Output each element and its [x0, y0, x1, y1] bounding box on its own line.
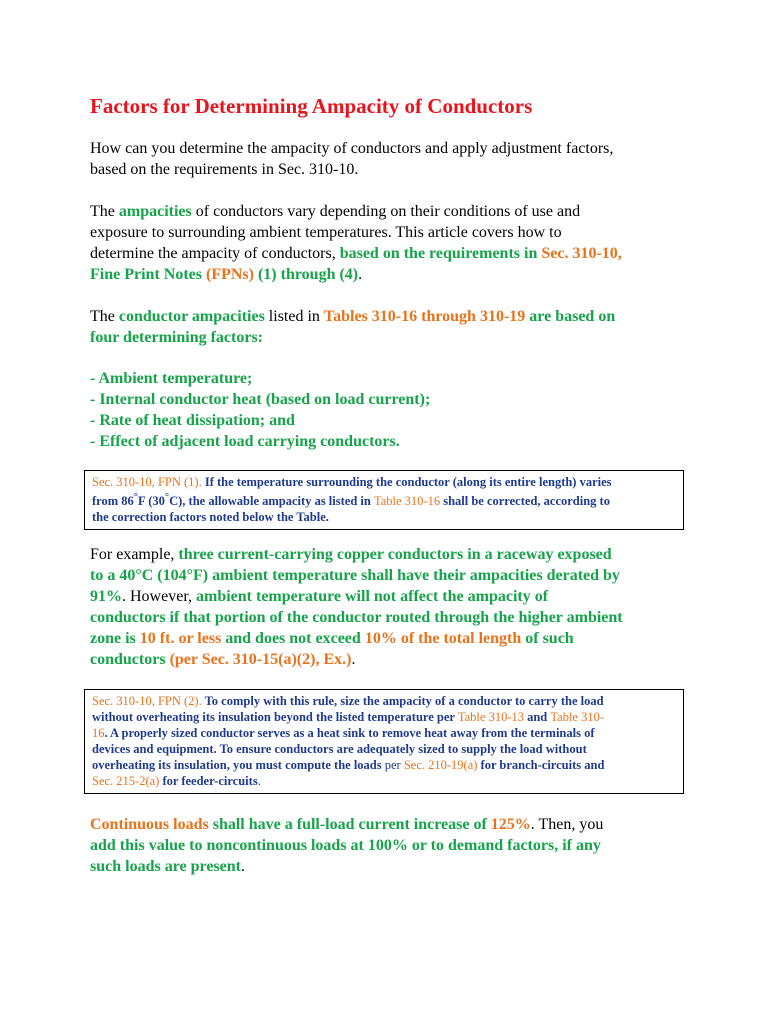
tables-paragraph: The conductor ampacities listed in Tables 310-16 through 310-19 are based on four determining factors: [90, 308, 616, 346]
factors-list [90, 368, 430, 452]
list-item: - Effect of adjacent load carrying conductors. [90, 433, 400, 450]
ampacities-paragraph: The ampacities of conductors vary depending on their conditions of use and exposure to surrounding ambient temperatures. This article covers how to determine the ampacity of conductors, based on the requirements in Sec. 310-10, Fine Print Notes (FPNs) (1) through (4). [90, 203, 622, 283]
intro-paragraph [90, 138, 613, 180]
fpn1-ref: Sec. 310-10, FPN (1). [92, 475, 202, 489]
list-item: - Rate of heat dissipation; and [90, 412, 295, 429]
section-ref: Sec. 310-10, [541, 245, 622, 262]
list-item: - Internal conductor heat (based on load current); [90, 391, 431, 408]
page-title: Factors for Determining Ampacity of Conductors [90, 94, 533, 118]
continuous-loads-paragraph: Continuous loads shall have a full-load current increase of 125%. Then, you add this value to noncontinuous loads at 100% or to demand factors, if any such loads are present. [90, 816, 604, 875]
intro-line: How can you determine the ampacity of conductors and apply adjustment factors, [90, 140, 614, 157]
fpn2-box: Sec. 310-10, FPN (2). To comply with this rule, size the ampacity of a conductor to carry the load without overheating its insulation beyond the listed temperature per Table 310-13 and Table 310- 16. A properly sized conductor serves as a heat sink to remove heat away from the terminals of devices and equipment. To ensure conductors are adequately sized to supply the load without overheating its insulation, you must compute the loads per Sec. 210-19(a) for branch-circuits and Sec. 215-2(a) for feeder-circuits. [84, 689, 684, 794]
fpn2-ref: Sec. 310-10, FPN (2). [92, 694, 202, 708]
example-paragraph: For example, three current-carrying copper conductors in a raceway exposed to a 40°C (104°F) ambient temperature shall have their ampacities derated by 91%. However, ambient temperature will not affect the ampacity of conductors if that portion of the conductor routed through the higher ambient zone is 10 ft. or less and does not exceed 10% of the total length of such conductors (per Sec. 310-15(a)(2), Ex.). [90, 546, 623, 668]
list-item: - Ambient temperature; [90, 370, 253, 387]
tables-ref: Tables 310-16 through 310-19 [323, 308, 526, 325]
intro-line: based on the requirements in Sec. 310-10. [90, 161, 359, 178]
fpn1-box: Sec. 310-10, FPN (1). If the temperature surrounding the conductor (along its entire length) varies from 86°F (30°C), the allowable ampacity as listed in Table 310-16 shall be corrected, according to the correction factors noted below the Table. [84, 470, 684, 530]
highlight-ampacities: ampacities [118, 203, 192, 220]
